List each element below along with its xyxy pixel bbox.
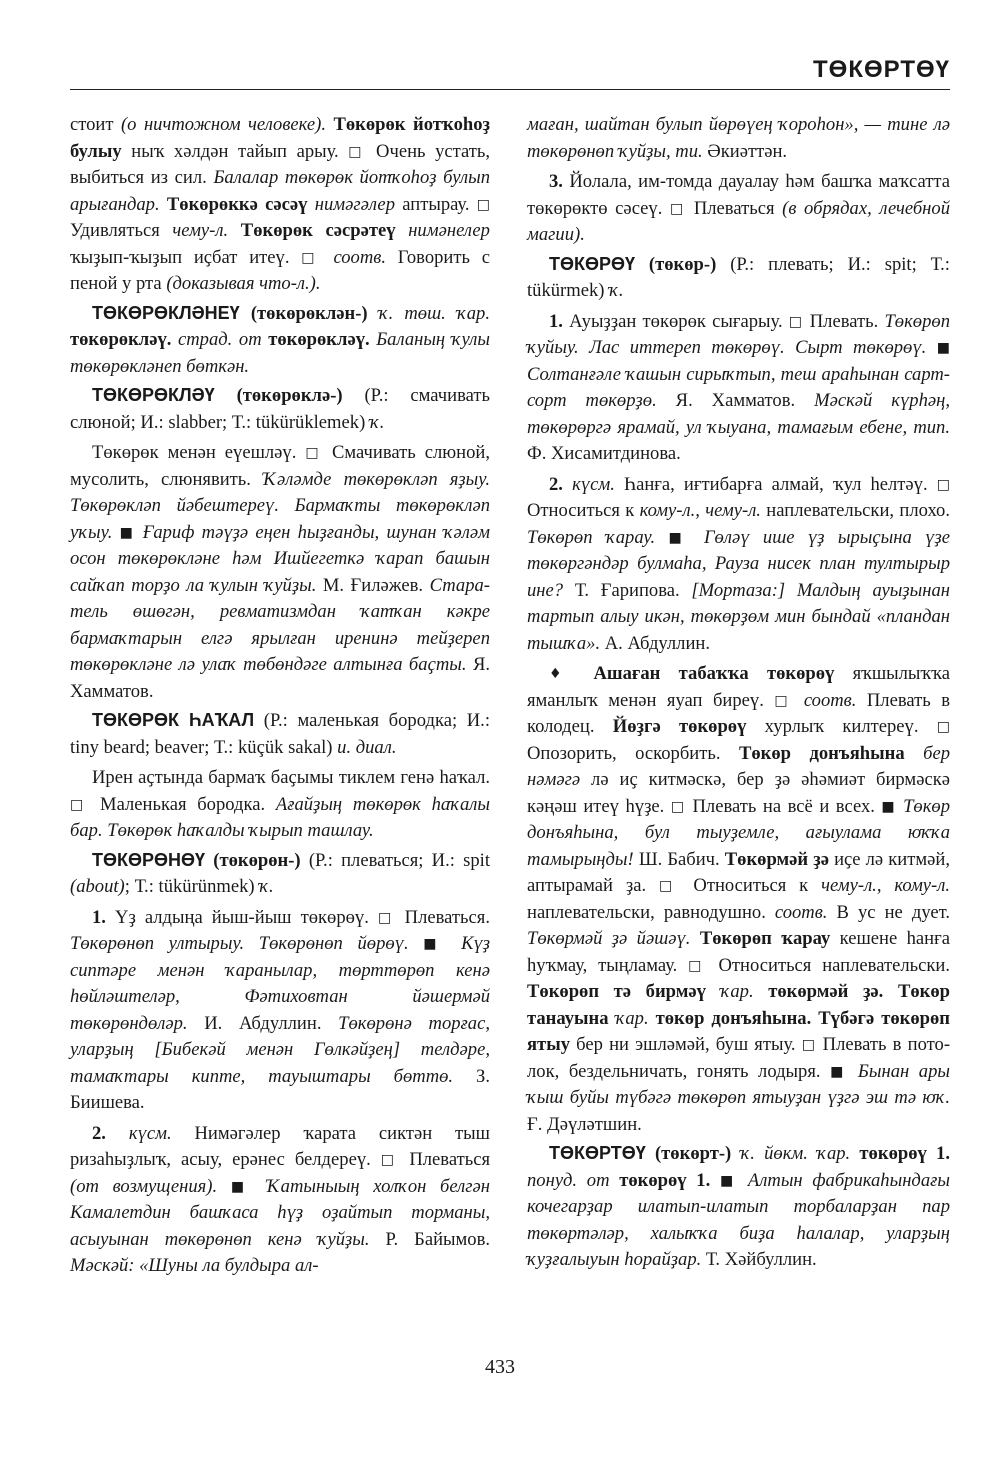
body-text: Говорить с пеной у рта <box>70 246 491 294</box>
italic-text: Төкөрөнөп ултырыу. Төкөрөнөп йөрөү. <box>70 933 409 954</box>
italic-text: ҡ. <box>369 411 385 433</box>
translation-marker-icon: □ <box>476 196 490 213</box>
body-text: Плевать на всё и всех. <box>685 795 882 817</box>
body-text <box>307 194 314 215</box>
body-text: Ф. Хисамитдинова. <box>527 443 681 464</box>
italic-text: Солтанғәле ҡашын сирыҡтып, теш араһынан сарт-сорт төкөрҙө. <box>527 363 950 411</box>
body-text <box>205 850 213 871</box>
bold-term: 3. <box>549 171 563 192</box>
dictionary-entry <box>527 1140 950 1274</box>
body-text: хурлыҡ килтереү. <box>746 716 937 737</box>
italic-text: Ағайҙың төкөрөк һаҡалы бар. Төкөрөк һаҡалды ҡырып ташлау. <box>70 793 491 841</box>
headword: ТӨКӨРӨҮ <box>549 253 636 274</box>
entry-continuation <box>527 112 950 165</box>
body-text <box>322 247 334 268</box>
italic-text: Төкөрөп ҡарау. <box>527 526 656 548</box>
italic-text: күсм. <box>572 473 615 495</box>
body-text <box>217 1176 231 1197</box>
body-text: Ш. Бабич. <box>633 848 725 870</box>
bold-term: Төкөр танауына <box>527 981 950 1029</box>
body-text <box>655 527 668 548</box>
translation-marker-icon: □ <box>774 692 794 709</box>
headword: ТӨКӨРӨКЛӘНЕҮ <box>92 302 240 323</box>
translation-marker-icon: □ <box>788 313 804 330</box>
body-text: (Р.: плевать; И.: spit; Т.: tükürmek) <box>527 253 950 301</box>
body-text: Һанға, иғтибарға алмай, ҡул һелтәү. <box>614 473 937 495</box>
italic-text: (о ничтожном человеке). <box>120 114 326 135</box>
body-text: Я. Хамматов. <box>656 390 815 411</box>
body-text: В ус не дует. <box>827 901 951 923</box>
bold-term: Төкөрөп тә бирмәү <box>527 981 706 1002</box>
italic-text: Мәскәй: «Шуны ла булдыра ал- <box>70 1255 319 1276</box>
entry-sense <box>70 905 490 1117</box>
italic-text: (в обрядах, лечебной магии). <box>527 197 950 245</box>
body-text: Плеваться <box>399 1149 491 1170</box>
bold-term: 1. <box>92 906 106 928</box>
dictionary-entry <box>70 847 490 901</box>
body-text <box>171 329 178 350</box>
italic-text: соотв. <box>333 246 386 268</box>
bold-term: төкөрмәй ҙә. <box>768 981 884 1002</box>
italic-text: Старатель өшөгән, ревматизмдан ҡатҡан кәкре бармаҡтарын елгә ярылған иренинә тейҙереп төкөрөкләне лә улаҡ төбөндәге алтынға баҫты. <box>70 574 490 675</box>
translation-marker-icon: □ <box>301 249 322 266</box>
italic-text: Мәскәй күрһәң, төкөрөргә ярамай, ул ҡыуана, тамағым ебене, тип. <box>527 390 950 438</box>
body-text: кешене һанға һуҡмау, тыңламау. <box>527 928 950 976</box>
running-head-title: ТӨКӨРТӨҮ <box>812 56 950 83</box>
body-text <box>706 981 721 1002</box>
body-text: яҡшылыҡҡа яманлыҡ менән яуап биреү. <box>527 663 950 711</box>
body-text <box>710 1170 720 1191</box>
body-text: М. Ғиләжев. <box>316 574 430 596</box>
bold-term: төкөрөү 1. <box>859 1143 950 1164</box>
body-text <box>610 1170 620 1191</box>
body-text <box>926 337 936 358</box>
headword: ТӨКӨРӨК ҺАҠАЛ <box>92 710 255 730</box>
italic-text: ҡ. йөкм. ҡар. <box>740 1143 851 1164</box>
header-rule <box>70 89 950 90</box>
entry-sense <box>527 309 950 468</box>
body-text <box>646 1143 655 1164</box>
bold-term: (төкөрт-) <box>654 1143 732 1164</box>
body-text: Удивляться <box>70 220 173 241</box>
running-head <box>70 40 950 83</box>
body-text <box>446 933 461 954</box>
bold-term: Йөҙгә төкөрөү <box>612 716 747 737</box>
body-text: Опозорить, оскорбить. <box>527 742 739 764</box>
bold-term: Төкөрөк йотҡоһоҙ булыу <box>70 114 491 162</box>
body-text: Плевать. <box>803 310 885 332</box>
body-text <box>136 522 143 543</box>
italic-text: ҡар. <box>615 1007 649 1029</box>
body-text <box>609 1008 616 1029</box>
body-text: бер ни эшләмәй, буш ятыу. <box>570 1034 802 1055</box>
translation-marker-icon: □ <box>670 200 687 217</box>
translation-marker-icon: □ <box>70 796 90 813</box>
italic-text: соотв. <box>774 901 828 923</box>
italic-text: (доказывая что-л.). <box>166 273 321 294</box>
headword: ТӨКӨРӨНӨҮ <box>92 849 206 870</box>
body-text: Маленькая бородка. <box>89 793 276 815</box>
translation-marker-icon: □ <box>348 143 367 160</box>
italic-text: Ғариф тәүҙә еңен һыҙғанды, шунан ҡәләм осон төкөрөкләне һәм Ишйегеткә ҡарап башын сайҡап торҙо ла ҡулын ҡуйҙы. <box>70 521 491 596</box>
italic-text: Бынан ары ҡыш буйы түбәгә төкөрөп ятыуҙан үҙгә эш тә юҡ. <box>527 1060 950 1108</box>
translation-marker-icon: □ <box>380 1152 400 1168</box>
italic-text: соотв. <box>803 689 857 711</box>
body-text: (Р.: смачивать слюной; И.: slabber; Т.: tükürüklemek) <box>70 385 490 433</box>
body-text: ҡыҙып-ҡыҙып иҫбат итеү. <box>70 246 302 268</box>
bold-term: (төкөрөклән-) <box>250 302 368 324</box>
body-text: Йолала, им-томда дауалау һәм башҡа маҡсатта төкөрөктө сәсеү. <box>527 171 950 219</box>
body-text <box>883 981 898 1002</box>
italic-text: Ҡатыныың холҡон белгән Камалетдин башҡаса һүҙ оҙайтып торманы, асыуынан төкөрөнөп кенә ҡуйҙы. <box>70 1175 490 1250</box>
translation-marker-icon: □ <box>377 909 396 926</box>
body-text: Нимәгәлер ҡарата сиктән тыш ризаһыҙлыҡ, асыу, ерәнес белдереү. <box>70 1122 490 1170</box>
italic-text: бер нәмәгә <box>527 742 950 790</box>
entry-sense <box>70 440 490 705</box>
italic-text: маған, шайтан булып йөрөүең ҡороһон», — тине лә төкөрөнөп ҡуйҙы, ти. <box>527 114 950 162</box>
body-text: Относиться к <box>680 875 822 896</box>
body-text <box>848 1061 858 1082</box>
body-text <box>396 220 409 241</box>
translation-marker-icon: □ <box>670 798 686 815</box>
bold-term: төкөрөкләү. <box>268 329 370 350</box>
entry-sense <box>527 661 950 1138</box>
body-text: ныҡ хәлдән тайып арыу. <box>121 140 349 162</box>
body-text: Т. Хәйбуллин. <box>701 1249 817 1270</box>
dictionary-entry <box>70 707 490 761</box>
bold-term: төкөр донъяһына. <box>655 1007 812 1029</box>
italic-text: и. диал. <box>337 736 397 758</box>
body-text <box>215 385 237 406</box>
body-text: Ғ. Дәүләтшин. <box>527 1113 642 1135</box>
body-text: Относиться к <box>527 500 640 521</box>
bold-term: Ашаған табаҡҡа төкөрөү <box>593 663 835 684</box>
body-text: Үҙ алдыңа йыш-йыш төкөрөү. <box>105 906 378 928</box>
dictionary-entry <box>70 300 490 381</box>
body-text <box>793 690 803 711</box>
left-column <box>70 112 490 1280</box>
body-text: аптырау. <box>395 193 477 215</box>
bold-term: төкөрөкләү. <box>70 329 172 350</box>
bold-term: (төкөрөн-) <box>213 849 301 871</box>
body-text <box>691 527 704 548</box>
italic-text: [Мортаза:] Малдың ауыҙынан тартып алыу икән, төкөрҙөм мин бындай «пландан тышҡа». <box>527 579 950 654</box>
italic-text: Баланың ҡулы төкөрөкләнеп бөткән. <box>70 329 490 377</box>
bold-term: (төкөр-) <box>648 253 717 275</box>
bold-term: Түбәгә төкөрөп ятыу <box>527 1007 950 1055</box>
bold-term: 2. <box>549 473 563 495</box>
italic-text: нимәгәлер <box>314 193 395 215</box>
translation-marker-icon: □ <box>936 719 950 735</box>
body-text: Төкөрөк менән еүешләү. <box>92 442 306 463</box>
body-text: Плеваться <box>686 197 783 219</box>
body-text: лә иҫ китмәскә, бер ҙә әһәмиәт бирмәскә кәңәш итеү һүҙе. <box>527 769 950 817</box>
headword: ТӨКӨРТӨҮ <box>549 1143 646 1163</box>
bold-term: Төкөрөккә сәсәү <box>166 193 308 215</box>
italic-text: Алтын фабрикаһындағы кочегарҙар илатып-илатып торбаларҙан пар төкөртәләр, халыҡҡа биҙа һалалар, уларҙың ҡуҙғалыуын һорайҙар. <box>527 1169 950 1270</box>
translation-marker-icon: □ <box>801 1037 817 1053</box>
italic-text: Төкөрөп ҡуйыу. Лас иттереп төкөрөү. Сырт төкөрөү. <box>527 310 950 358</box>
italic-text: понуд. от <box>527 1169 610 1191</box>
example-marker-icon: ■ <box>230 1178 254 1195</box>
italic-text: Төкөрөнә торғас, уларҙың [Бибекәй менән Гөлкәйҙең] телдәре, тамаҡтары кипте, тауыштары бөттө. <box>70 1012 490 1087</box>
italic-text: Төкөр донъяһына, бул тыуҙемле, ағыулама юҡҡа тамырыңды! <box>527 795 950 870</box>
page-number: 433 <box>485 1356 515 1378</box>
body-text: И. Абдуллин. <box>187 1012 339 1034</box>
body-text <box>635 254 649 275</box>
right-column <box>527 112 950 1274</box>
body-text <box>409 933 424 954</box>
italic-text: Гөләү ише үҙ ырыҫына үҙе төкөргәндәр булмаһа, Рауза нисек план тултырыр ине? <box>527 526 950 601</box>
italic-text: ҡар. <box>720 981 754 1002</box>
body-text <box>160 194 167 215</box>
body-text: Очень устать, выбиться из сил. <box>70 140 491 188</box>
body-text: Р. Байымов. <box>369 1228 491 1250</box>
bold-term: 1. <box>549 310 563 332</box>
bold-term: Төкөр донъяһына <box>738 742 905 764</box>
body-text: Плевать в колодец. <box>527 689 950 737</box>
example-marker-icon: ■ <box>119 524 136 541</box>
body-text: А. Абдуллин. <box>600 632 711 654</box>
body-text: ; Т.: tükürünmek) <box>124 876 260 897</box>
example-marker-icon: ♦ <box>549 666 576 682</box>
translation-marker-icon: □ <box>305 445 323 461</box>
body-text <box>575 663 593 684</box>
bold-term: төкөрөү 1. <box>619 1169 711 1191</box>
dictionary-entry <box>70 382 490 436</box>
translation-marker-icon: □ <box>936 476 950 493</box>
example-marker-icon: ■ <box>936 340 950 356</box>
italic-text: нимәнелер <box>408 220 490 241</box>
translation-marker-icon: □ <box>659 878 681 894</box>
body-text <box>368 303 379 324</box>
example-marker-icon: ■ <box>719 1172 739 1189</box>
body-text: наплевательски, плохо. <box>760 500 950 521</box>
italic-text: Төкөрмәй ҙә йәшәү. <box>527 928 691 949</box>
body-text <box>905 743 923 764</box>
body-text: Әкиәттән. <box>702 140 788 162</box>
italic-text: кому-л., чему-л. <box>639 500 761 521</box>
body-text <box>690 928 699 949</box>
body-text: Я. Хамматов. <box>70 654 491 702</box>
bold-term: Төкөрмәй ҙә <box>724 848 829 870</box>
entry-sense <box>70 765 490 845</box>
body-text <box>738 1170 748 1191</box>
bold-term: Төкөрөк сәсрәтеү <box>240 220 396 241</box>
italic-text: (от возмущения). <box>70 1175 218 1197</box>
body-text: Плеваться. <box>395 906 490 928</box>
body-text: Ауыҙҙан төкөрөк сығарыу. <box>562 310 789 332</box>
body-text <box>112 522 119 543</box>
entry-continuation <box>70 112 490 298</box>
body-text: стоит <box>70 114 121 135</box>
italic-text: ҡ. <box>259 876 274 897</box>
bold-term: (төкөрөклә-) <box>236 385 343 406</box>
body-text: (Р.: плеваться; И.: spit <box>300 849 490 871</box>
italic-text: чему-л. <box>172 220 229 241</box>
italic-text: Балалар төкөрөк йотҡоһоҙ булып арығандар. <box>70 167 491 215</box>
body-text: Плевать в потолок, бездельничать, гонять лодыря. <box>527 1034 951 1082</box>
body-text: Относиться наплевательски. <box>707 954 950 976</box>
body-text <box>754 981 769 1002</box>
example-marker-icon: ■ <box>881 798 897 815</box>
dictionary-entry <box>527 251 950 305</box>
italic-text: чему-л., кому-л. <box>821 875 951 896</box>
body-text: Смачивать слюной, мусолить, слюнявить. <box>70 442 491 490</box>
body-text <box>253 1176 267 1197</box>
example-marker-icon: ■ <box>423 936 447 952</box>
bold-term: Төкөрөп ҡарау <box>699 928 831 949</box>
body-text: Т. Ғарипова. <box>563 579 692 601</box>
italic-text: Күҙ сиптәре менән ҡаранылар, төрттөрөп кенә һөйләштеләр, Фәтиховтан йәшермәй төкөрөндөләр. <box>70 933 491 1034</box>
body-text <box>228 220 241 241</box>
body-text: (Р.: маленькая бородка; И.: tiny beard; beaver; Т.: küçük sakal) <box>70 710 490 758</box>
body-text <box>649 1008 656 1029</box>
body-text: иҫе лә китмәй, аптырамай ҙа. <box>527 848 950 896</box>
italic-text: (about) <box>70 876 125 897</box>
entry-sense <box>527 472 950 658</box>
body-text: наплевательски, равнодушно. <box>527 901 775 923</box>
italic-text: страд. от <box>178 329 262 350</box>
italic-text: Ҡәләмде төкөрөкләп яҙыу. Төкөрөкләп йәбештереү. Бармаҡты төкөрөкләп уҡыу. <box>70 468 491 543</box>
italic-text: күсм. <box>128 1122 172 1144</box>
bold-term: 2. <box>92 1122 106 1144</box>
body-text: З. Биишева. <box>70 1065 490 1113</box>
body-text <box>240 303 251 324</box>
entry-sense <box>70 1121 490 1280</box>
body-text <box>563 474 572 495</box>
italic-text: ҡ. <box>609 280 624 301</box>
entry-sense <box>527 169 950 249</box>
body-text: Ирен аҫтында бармаҡ баҫымы тиклем генә һаҡал. <box>92 767 490 788</box>
translation-marker-icon: □ <box>688 957 708 974</box>
headword: ТӨКӨРӨКЛӘҮ <box>92 385 215 405</box>
italic-text: ҡ. төш. ҡар. <box>378 302 490 324</box>
example-marker-icon: ■ <box>668 529 691 546</box>
example-marker-icon: ■ <box>830 1063 849 1080</box>
body-text <box>106 1123 129 1144</box>
